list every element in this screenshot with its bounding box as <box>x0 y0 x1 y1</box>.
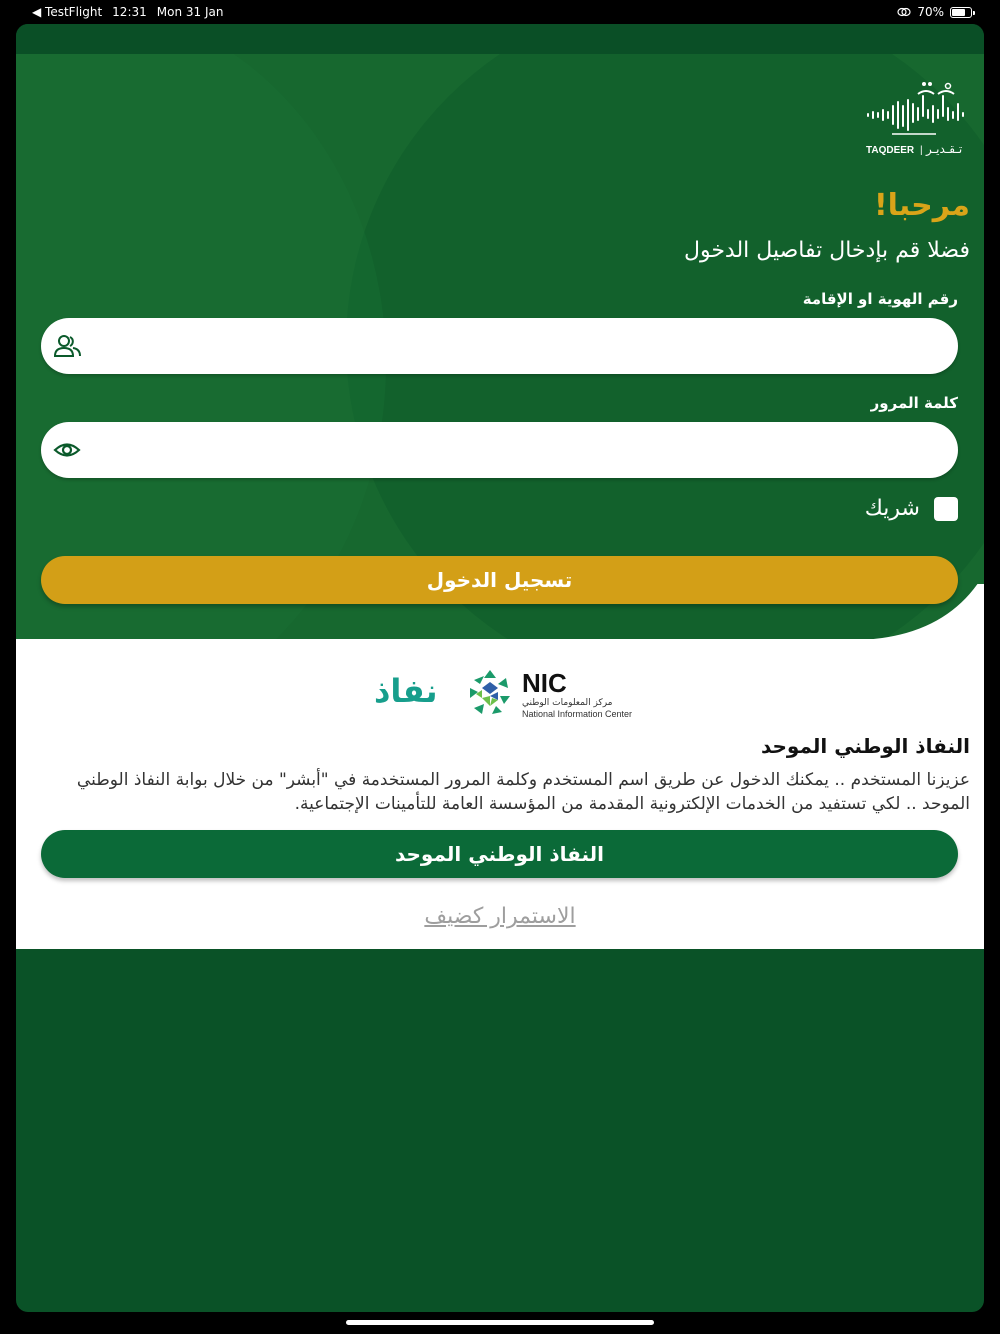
nafath-title: النفاذ الوطني الموحد <box>760 734 970 758</box>
brand-name-ar: تـقـديـر <box>926 142 963 156</box>
nic-title: NIC <box>522 668 567 698</box>
back-to-app-link[interactable]: ◀ TestFlight <box>32 5 103 19</box>
brand-separator: | <box>920 145 923 156</box>
nic-name-ar: مركز المعلومات الوطني <box>522 698 613 708</box>
id-field[interactable] <box>41 318 958 374</box>
status-date: Mon 31 Jan <box>156 5 224 19</box>
user-group-icon <box>53 332 81 360</box>
taqdeer-mark-icon <box>862 76 972 142</box>
nic-logo <box>462 666 632 724</box>
home-indicator[interactable] <box>346 1320 654 1325</box>
continue-as-guest-link[interactable]: الاستمرار كضيف <box>424 904 576 929</box>
nic-name-en: National Information Center <box>522 709 633 719</box>
brand-name-en: TAQDEER <box>866 145 915 156</box>
status-time: 12:31 <box>112 5 147 19</box>
id-input[interactable] <box>101 326 931 366</box>
password-field[interactable] <box>41 422 958 478</box>
login-subtitle: فضلا قم بإدخال تفاصيل الدخول <box>683 238 970 263</box>
login-button[interactable]: تسجيل الدخول <box>41 556 958 604</box>
id-label: رقم الهوية او الإقامة <box>802 290 958 308</box>
partner-checkbox-row[interactable] <box>865 496 958 521</box>
nafath-login-button[interactable]: النفاذ الوطني الموحد <box>41 830 958 878</box>
partner-checkbox[interactable] <box>934 497 958 521</box>
nafath-logo: نفاذ <box>374 672 438 710</box>
password-input[interactable] <box>101 430 931 470</box>
battery-percent: 70% <box>917 5 944 19</box>
screen-mirroring-icon <box>897 7 911 17</box>
nic-emblem-icon <box>462 666 518 722</box>
login-sheet <box>16 24 984 1312</box>
battery-icon <box>950 7 972 18</box>
status-bar <box>0 0 1000 24</box>
partner-label: شريك <box>864 496 920 521</box>
taqdeer-logo <box>862 76 972 160</box>
eye-icon[interactable] <box>53 436 81 464</box>
password-label: كلمة المرور <box>870 394 958 412</box>
welcome-heading: مرحبا! <box>873 188 970 223</box>
nafath-description: عزيزنا المستخدم .. يمكنك الدخول عن طريق اسم المستخدم وكلمة المرور المستخدمة في "أبشر" من خلال بوابة النفاذ الوطني الموحد .. لكي تستفيد من الخدمات الإلكترونية المقدمة من المؤسسة العامة للتأمينات الإجتماعية. <box>76 770 970 814</box>
